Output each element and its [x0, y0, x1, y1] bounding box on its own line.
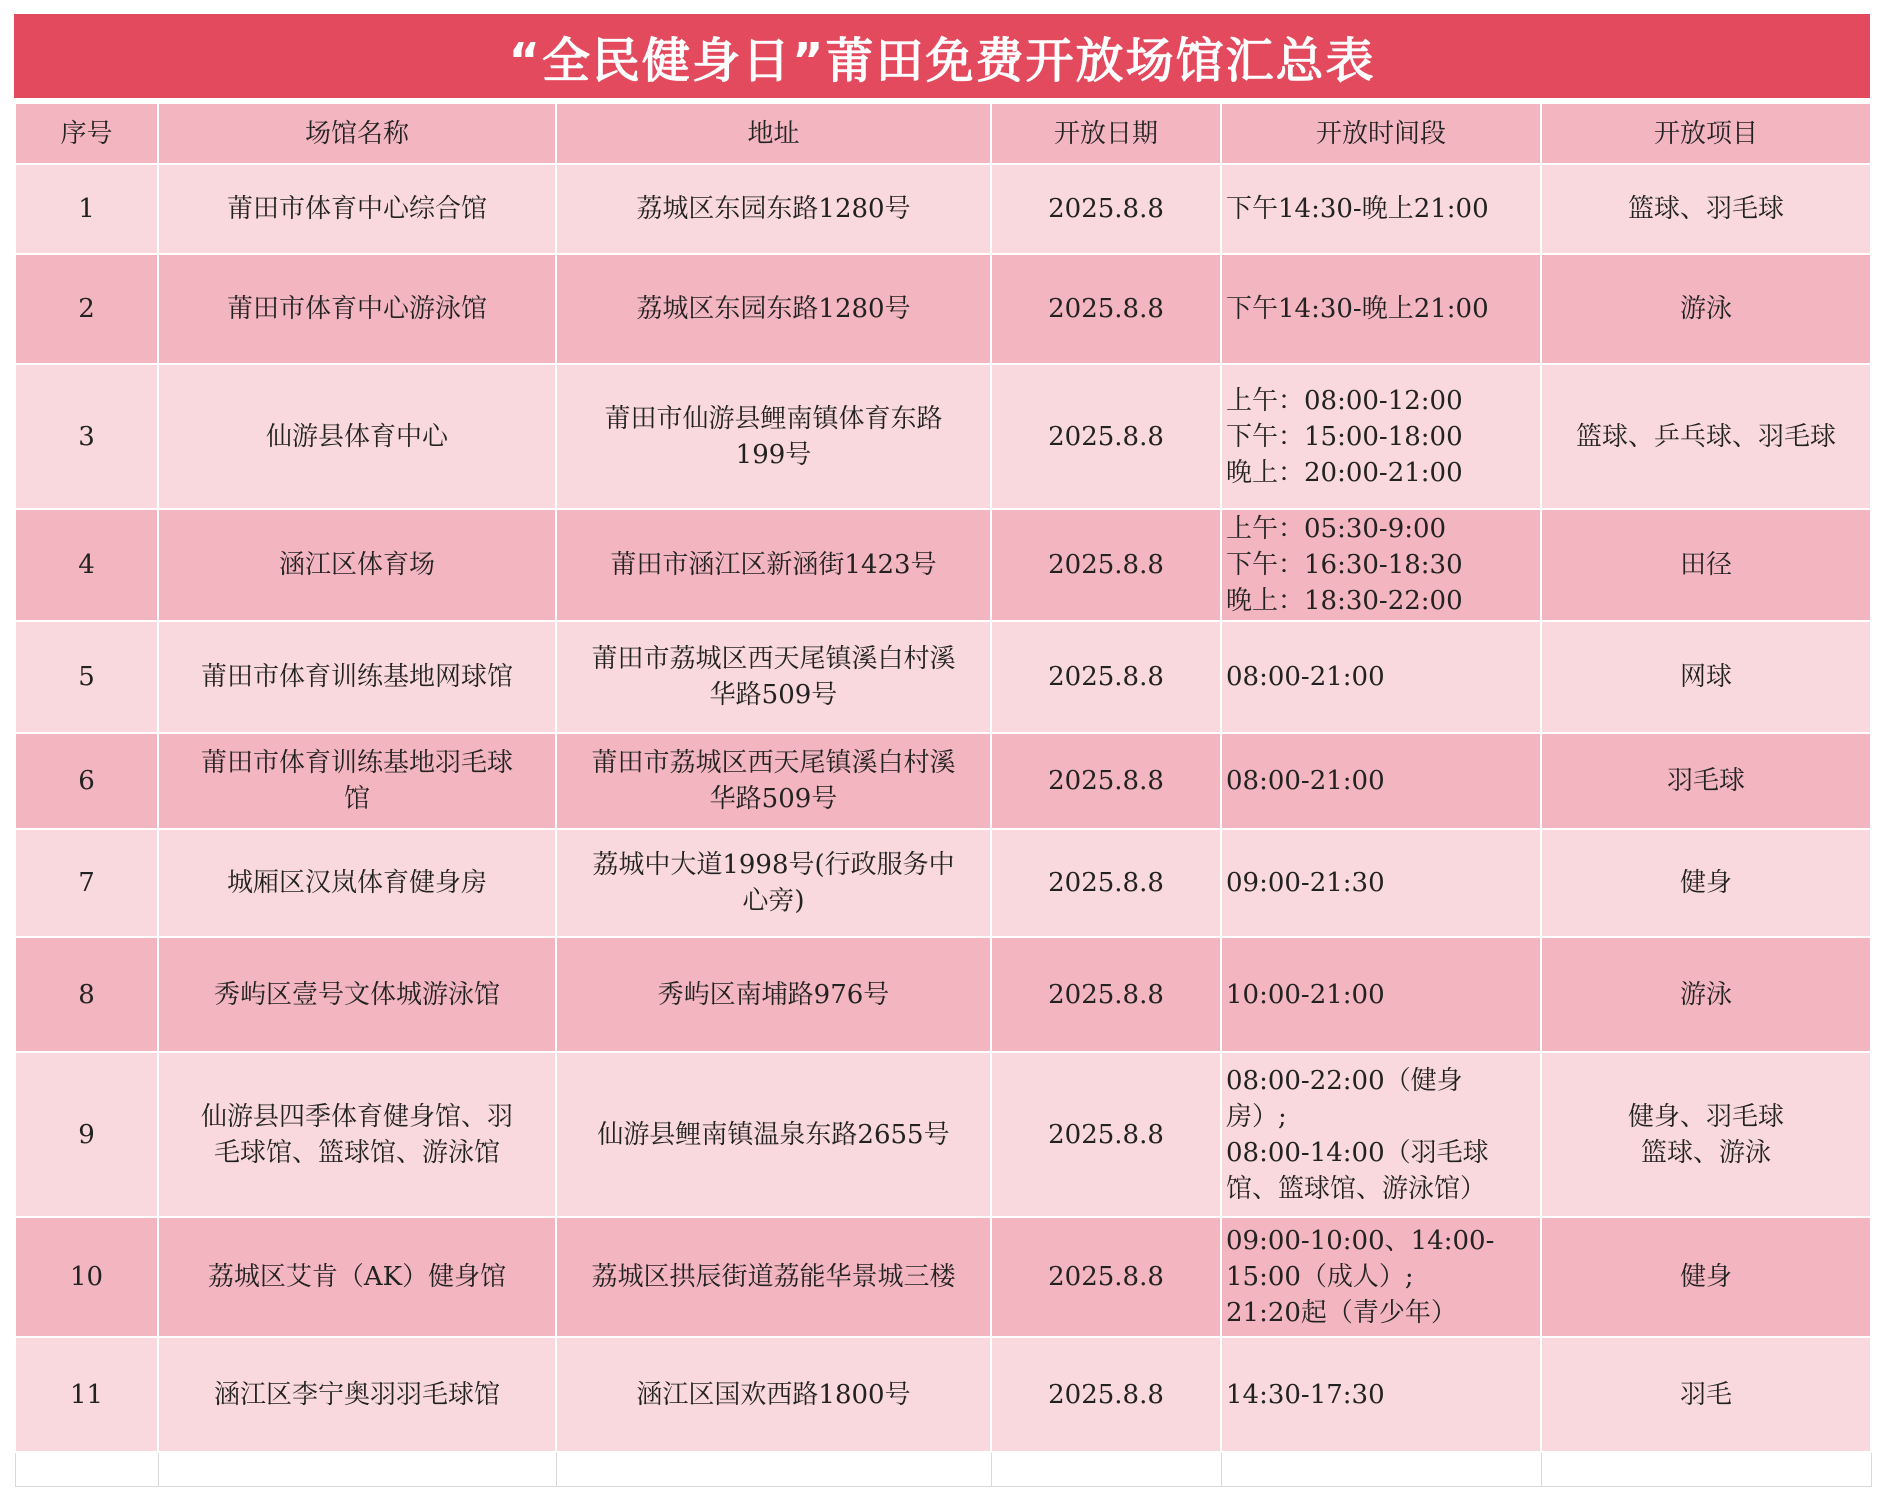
cell-time: 10:00-21:00 — [1221, 937, 1541, 1052]
cell-address: 涵江区国欢西路1800号 — [556, 1337, 991, 1452]
cell-no: 5 — [15, 621, 158, 733]
table-row — [15, 364, 1871, 509]
cell-items: 篮球、羽毛球 — [1541, 164, 1871, 254]
cell-address: 荔城中大道1998号(行政服务中 心旁) — [556, 829, 991, 937]
table-row — [15, 937, 1871, 1052]
cell-date: 2025.8.8 — [991, 1337, 1221, 1452]
cell-date: 2025.8.8 — [991, 937, 1221, 1052]
cell-date: 2025.8.8 — [991, 1052, 1221, 1217]
empty-cell — [15, 1452, 158, 1486]
cell-name: 莆田市体育训练基地羽毛球 馆 — [158, 733, 556, 829]
cell-date: 2025.8.8 — [991, 1217, 1221, 1337]
cell-time: 08:00-21:00 — [1221, 621, 1541, 733]
header-time: 开放时间段 — [1221, 103, 1541, 164]
cell-no: 3 — [15, 364, 158, 509]
cell-items: 田径 — [1541, 509, 1871, 621]
cell-no: 4 — [15, 509, 158, 621]
cell-time: 下午14:30-晚上21:00 — [1221, 164, 1541, 254]
cell-address: 荔城区拱辰街道荔能华景城三楼 — [556, 1217, 991, 1337]
cell-address: 秀屿区南埔路976号 — [556, 937, 991, 1052]
cell-address: 荔城区东园东路1280号 — [556, 254, 991, 364]
summary-sheet — [14, 14, 1870, 1487]
cell-address: 莆田市荔城区西天尾镇溪白村溪 华路509号 — [556, 733, 991, 829]
cell-items: 健身 — [1541, 1217, 1871, 1337]
empty-cell — [1221, 1452, 1541, 1486]
cell-date: 2025.8.8 — [991, 733, 1221, 829]
cell-time: 14:30-17:30 — [1221, 1337, 1541, 1452]
cell-address: 莆田市荔城区西天尾镇溪白村溪 华路509号 — [556, 621, 991, 733]
table-row — [15, 621, 1871, 733]
cell-no: 10 — [15, 1217, 158, 1337]
table-row — [15, 1052, 1871, 1217]
cell-name: 秀屿区壹号文体城游泳馆 — [158, 937, 556, 1052]
cell-address: 仙游县鲤南镇温泉东路2655号 — [556, 1052, 991, 1217]
cell-date: 2025.8.8 — [991, 829, 1221, 937]
empty-cell — [991, 1452, 1221, 1486]
cell-no: 11 — [15, 1337, 158, 1452]
cell-name: 莆田市体育训练基地网球馆 — [158, 621, 556, 733]
table-row — [15, 164, 1871, 254]
table-row — [15, 1217, 1871, 1337]
table-row — [15, 829, 1871, 937]
empty-row — [15, 1452, 1871, 1486]
cell-items: 羽毛 — [1541, 1337, 1871, 1452]
venue-table — [14, 102, 1872, 1487]
empty-cell — [1541, 1452, 1871, 1486]
cell-no: 9 — [15, 1052, 158, 1217]
cell-date: 2025.8.8 — [991, 509, 1221, 621]
header-address: 地址 — [556, 103, 991, 164]
cell-items: 健身、羽毛球 篮球、游泳 — [1541, 1052, 1871, 1217]
cell-no: 1 — [15, 164, 158, 254]
cell-time: 下午14:30-晚上21:00 — [1221, 254, 1541, 364]
header-row — [15, 103, 1871, 164]
table-row — [15, 1337, 1871, 1452]
cell-items: 网球 — [1541, 621, 1871, 733]
cell-name: 涵江区李宁奥羽羽毛球馆 — [158, 1337, 556, 1452]
cell-name: 涵江区体育场 — [158, 509, 556, 621]
cell-date: 2025.8.8 — [991, 621, 1221, 733]
cell-items: 游泳 — [1541, 937, 1871, 1052]
cell-time: 上午：05:30-9:00 下午：16:30-18:30 晚上：18:30-22:00 — [1221, 509, 1541, 621]
cell-items: 篮球、乒乓球、羽毛球 — [1541, 364, 1871, 509]
cell-time: 09:00-10:00、14:00- 15:00（成人）; 21:20起（青少年） — [1221, 1217, 1541, 1337]
empty-cell — [158, 1452, 556, 1486]
cell-no: 7 — [15, 829, 158, 937]
empty-cell — [556, 1452, 991, 1486]
cell-items: 游泳 — [1541, 254, 1871, 364]
cell-address: 荔城区东园东路1280号 — [556, 164, 991, 254]
table-row — [15, 733, 1871, 829]
table-row — [15, 254, 1871, 364]
table-row — [15, 509, 1871, 621]
cell-address: 莆田市仙游县鲤南镇体育东路 199号 — [556, 364, 991, 509]
cell-name: 莆田市体育中心游泳馆 — [158, 254, 556, 364]
cell-no: 2 — [15, 254, 158, 364]
cell-no: 8 — [15, 937, 158, 1052]
cell-time: 上午：08:00-12:00 下午：15:00-18:00 晚上：20:00-21:00 — [1221, 364, 1541, 509]
cell-date: 2025.8.8 — [991, 254, 1221, 364]
cell-time: 08:00-22:00（健身 房）; 08:00-14:00（羽毛球 馆、篮球馆、游泳馆） — [1221, 1052, 1541, 1217]
cell-address: 莆田市涵江区新涵街1423号 — [556, 509, 991, 621]
cell-date: 2025.8.8 — [991, 364, 1221, 509]
header-no: 序号 — [15, 103, 158, 164]
cell-name: 莆田市体育中心综合馆 — [158, 164, 556, 254]
cell-name: 仙游县四季体育健身馆、羽 毛球馆、篮球馆、游泳馆 — [158, 1052, 556, 1217]
cell-items: 健身 — [1541, 829, 1871, 937]
header-date: 开放日期 — [991, 103, 1221, 164]
cell-name: 城厢区汉岚体育健身房 — [158, 829, 556, 937]
cell-name: 仙游县体育中心 — [158, 364, 556, 509]
cell-time: 08:00-21:00 — [1221, 733, 1541, 829]
cell-name: 荔城区艾肯（AK）健身馆 — [158, 1217, 556, 1337]
cell-no: 6 — [15, 733, 158, 829]
sheet-title: “全民健身日”莆田免费开放场馆汇总表 — [14, 14, 1870, 98]
cell-date: 2025.8.8 — [991, 164, 1221, 254]
header-name: 场馆名称 — [158, 103, 556, 164]
header-items: 开放项目 — [1541, 103, 1871, 164]
cell-items: 羽毛球 — [1541, 733, 1871, 829]
cell-time: 09:00-21:30 — [1221, 829, 1541, 937]
